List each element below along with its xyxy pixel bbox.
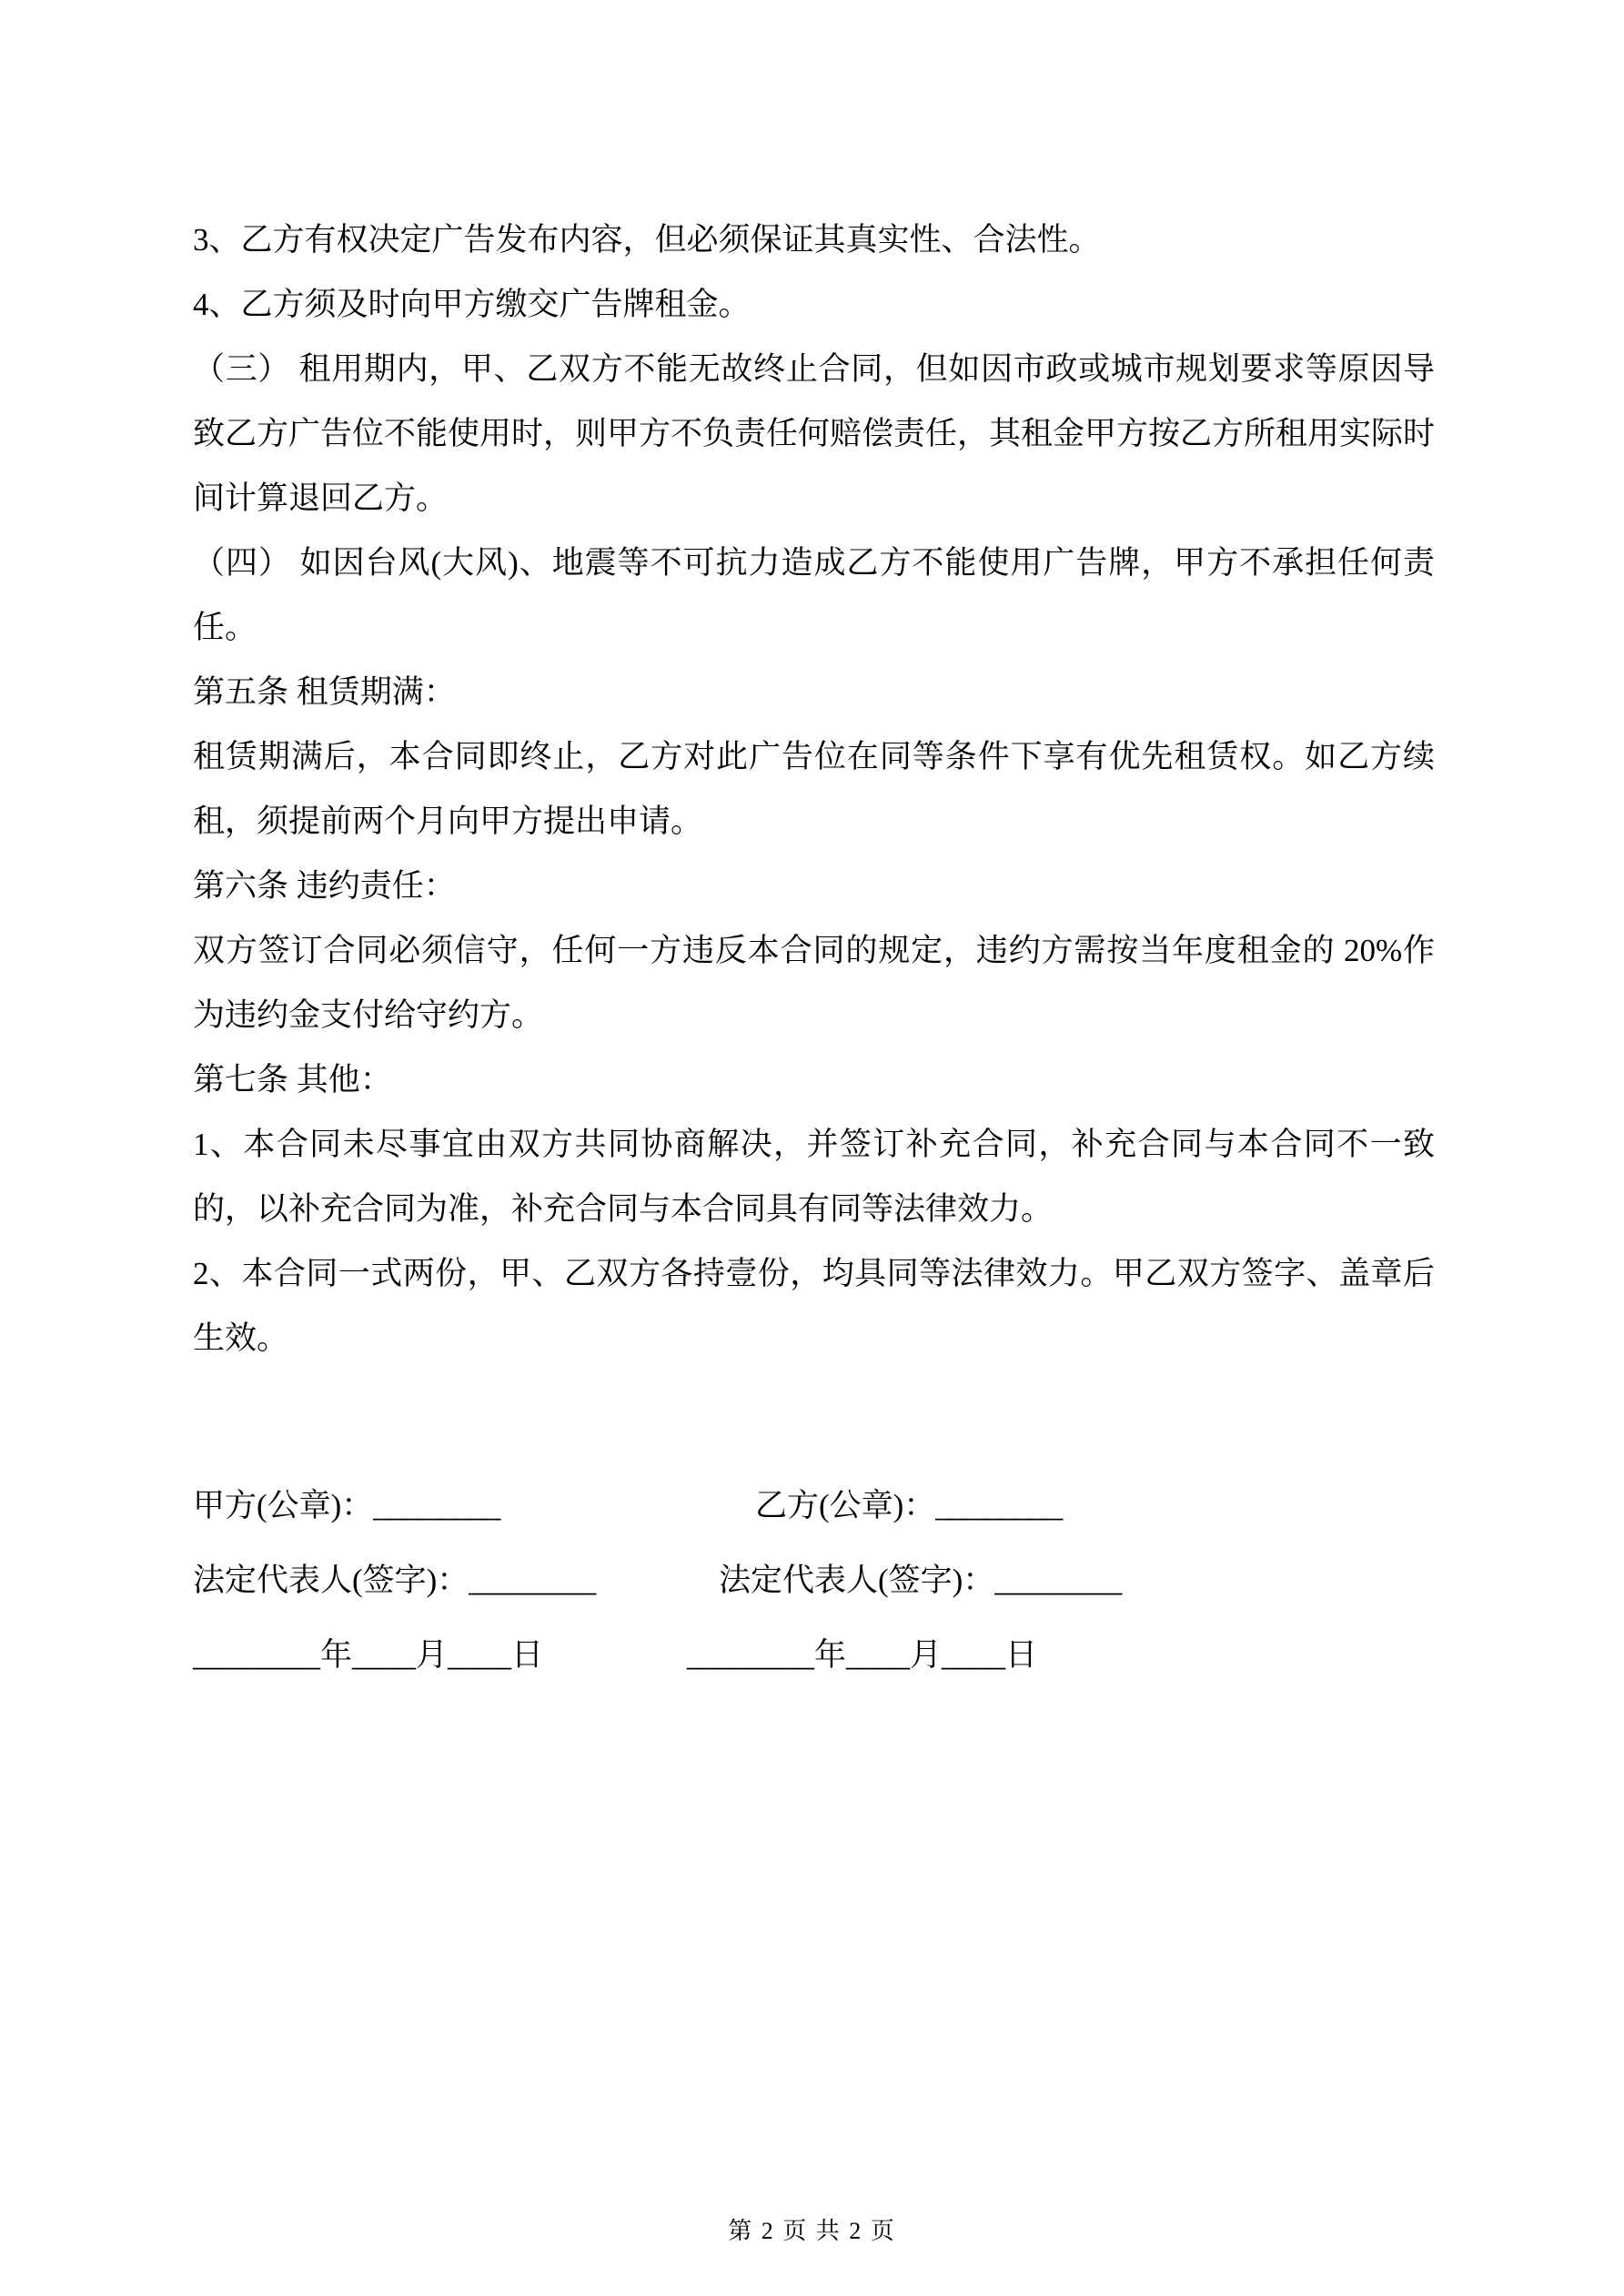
signature-row-representative	[193, 1558, 1435, 1603]
party-b-seal-line: 乙方(公章)：________	[755, 1488, 1064, 1523]
paragraph: （四） 如因台风(大风)、地震等不可抗力造成乙方不能使用广告牌，甲方不承担任何责任。	[193, 545, 1435, 645]
signature-row-seal	[193, 1483, 1435, 1529]
paragraph: 双方签订合同必须信守，任何一方违反本合同的规定，违约方需按当年度租金的 20%作为违约金支付给守约方。	[193, 933, 1435, 1033]
signature-block	[193, 1483, 1435, 1707]
paragraph: 2、本合同一式两份，甲、乙双方各持壹份，均具同等法律效力。甲乙双方签字、盖章后生效。	[193, 1256, 1435, 1356]
party-b-date-line: ________年____月____日	[687, 1637, 1038, 1673]
clause-heading: 第六条 违约责任：	[193, 868, 456, 904]
clause-heading: 第五条 租赁期满：	[193, 674, 456, 710]
paragraph: （三） 租用期内，甲、乙双方不能无故终止合同，但如因市政或城市规划要求等原因导致乙方广告位不能使用时，则甲方不负责任何赔偿责任，其租金甲方按乙方所租用实际时间计算退回乙方。	[193, 351, 1436, 516]
paragraph: 3、乙方有权决定广告发布内容，但必须保证其真实性、合法性。	[193, 222, 1101, 258]
party-a-date-line: ________年____月____日	[193, 1637, 544, 1673]
page-number-footer: 第 2 页 共 2 页	[728, 2218, 896, 2244]
paragraph: 租赁期满后，本合同即终止，乙方对此广告位在同等条件下享有优先租赁权。如乙方续租，须提前两个月向甲方提出申请。	[193, 739, 1435, 839]
contract-body	[193, 207, 1435, 1371]
clause-heading: 第七条 其他：	[193, 1062, 392, 1097]
party-a-seal-line: 甲方(公章)：________	[193, 1488, 501, 1523]
signature-row-date	[193, 1633, 1435, 1678]
paragraph: 1、本合同未尽事宜由双方共同协商解决，并签订补充合同，补充合同与本合同不一致的，以补充合同为准，补充合同与本合同具有同等法律效力。	[193, 1127, 1435, 1227]
party-a-representative-line: 法定代表人(签字)：________	[193, 1563, 597, 1598]
party-b-representative-line: 法定代表人(签字)：________	[719, 1563, 1123, 1598]
paragraph: 4、乙方须及时向甲方缴交广告牌租金。	[193, 287, 751, 322]
